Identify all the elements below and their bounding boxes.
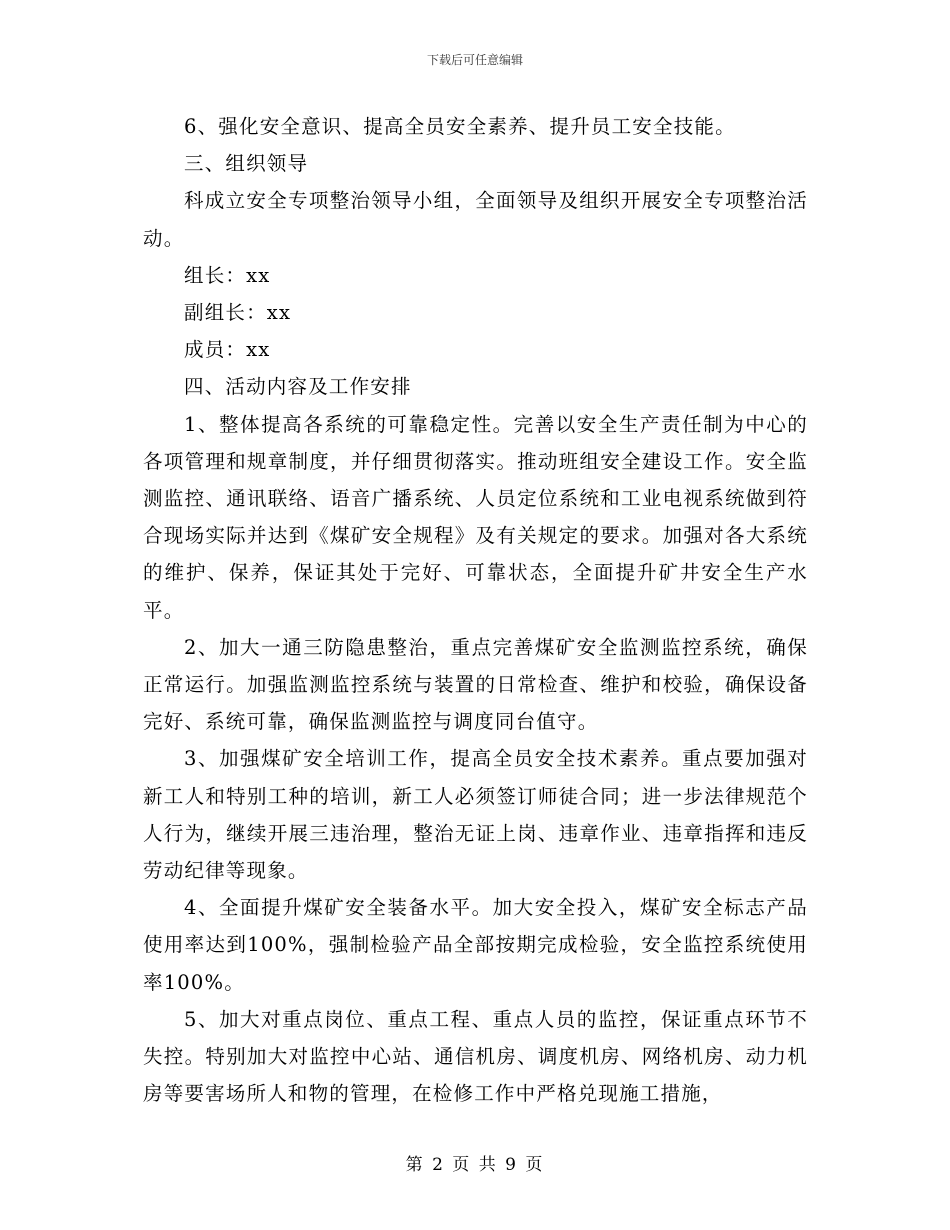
paragraph-activity-2: 2、加大一通三防隐患整治，重点完善煤矿安全监测监控系统，确保正常运行。加强监测监控系统与装置的日常检查、维护和校验，确保设备完好、系统可靠，确保监测监控与调度同台值守。 xyxy=(143,635,808,734)
section-heading-organization: 三、组织领导 xyxy=(184,152,309,176)
paragraph-item-6: 6、强化安全意识、提高全员安全素养、提升员工安全技能。 xyxy=(184,115,736,138)
page-header: 下载后可任意编辑 xyxy=(426,53,523,67)
members-line: 成员：xx xyxy=(184,338,271,362)
group-leader-line: 组长：xx xyxy=(184,263,271,287)
section-heading-activities: 四、活动内容及工作安排 xyxy=(184,375,412,399)
paragraph-group-setup: 科成立安全专项整治领导小组，全面领导及组织开展安全专项整治活动。 xyxy=(143,189,808,250)
paragraph-activity-1: 1、整体提高各系统的可靠稳定性。完善以安全生产责任制为中心的各项管理和规章制度，并仔细贯彻落实。推动班组安全建设工作。安全监测监控、通讯联络、语音广播系统、人员定位系统和工业电视系统做到符合现场实际并达到《煤矿安全规程》及有关规定的要求。加强对各大系统的维护、保养，保证其处于完好、可靠状态，全面提升矿井安全生产水平。 xyxy=(143,412,808,622)
paragraph-activity-5: 5、加大对重点岗位、重点工程、重点人员的监控，保证重点环节不失控。特别加大对监控中心站、通信机房、调度机房、网络机房、动力机房等要害场所人和物的管理，在检修工作中严格兑现施工措施， xyxy=(143,1007,808,1106)
document-body xyxy=(143,108,808,1112)
page-number-footer: 第 2 页 共 9 页 xyxy=(405,1155,545,1175)
paragraph-activity-3: 3、加强煤矿安全培训工作，提高全员安全技术素养。重点要加强对新工人和特别工种的培训，新工人必须签订师徒合同；进一步法律规范个人行为，继续开展三违治理，整治无证上岗、违章作业、违章指挥和违反劳动纪律等现象。 xyxy=(143,747,808,883)
deputy-leader-line: 副组长：xx xyxy=(184,301,292,325)
paragraph-activity-4: 4、全面提升煤矿安全装备水平。加大安全投入，煤矿安全标志产品使用率达到100%，强制检验产品全部按期完成检验，安全监控系统使用率100%。 xyxy=(143,896,808,994)
